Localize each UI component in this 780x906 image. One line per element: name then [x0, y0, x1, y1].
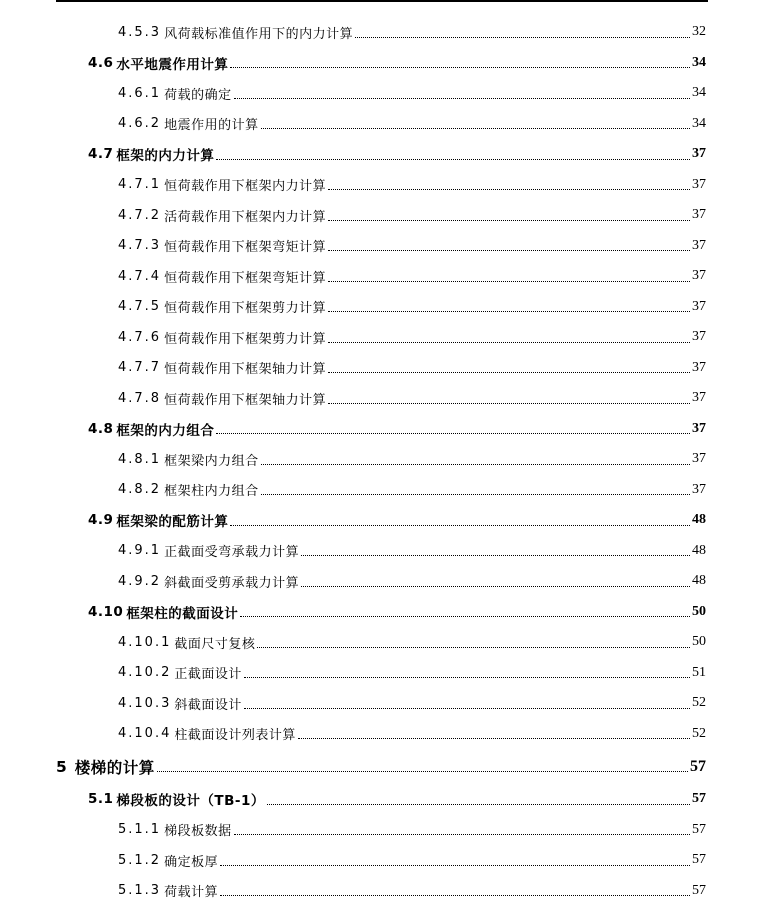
toc-entry-page: 52 [692, 695, 706, 711]
toc-entry[interactable] [0, 292, 780, 323]
toc-dot-leader [328, 403, 690, 404]
toc-entry-page: 37 [692, 299, 706, 315]
toc-entry-page: 37 [692, 390, 706, 406]
toc-entry-title: 水平地震作用计算 [116, 53, 228, 73]
toc-entry-title: 梯段板的设计（TB-1） [116, 789, 265, 809]
toc-entry-page: 37 [692, 238, 706, 254]
toc-entry-page: 32 [692, 24, 706, 40]
toc-entry[interactable] [0, 505, 780, 536]
toc-entry-number: 4.8.2 [118, 482, 161, 497]
toc-entry-page: 50 [692, 634, 706, 650]
toc-entry[interactable] [0, 475, 780, 506]
toc-entry-number: 5.1.2 [118, 853, 161, 868]
toc-dot-leader [328, 342, 690, 343]
toc-entry-title: 确定板厚 [164, 851, 218, 870]
toc-entry-title: 正截面设计 [174, 663, 242, 682]
toc-entry-page: 34 [692, 55, 706, 71]
toc-entry[interactable] [0, 322, 780, 353]
toc-entry-number: 4.10.4 [118, 726, 171, 741]
toc-dot-leader [216, 159, 690, 160]
toc-entry-page: 48 [692, 543, 706, 559]
toc-entry[interactable] [0, 78, 780, 109]
toc-entry-number: 5 [56, 758, 67, 776]
toc-dot-leader [234, 834, 690, 835]
table-of-contents [0, 17, 780, 906]
toc-dot-leader [261, 464, 690, 465]
toc-entry-title: 框架柱的截面设计 [126, 602, 238, 622]
toc-entry-number: 4.7 [88, 146, 113, 162]
toc-entry-title: 框架柱内力组合 [164, 480, 259, 499]
toc-entry[interactable] [0, 784, 780, 815]
toc-entry-number: 4.9.2 [118, 574, 161, 589]
toc-entry[interactable] [0, 719, 780, 750]
toc-entry-title: 柱截面设计列表计算 [174, 724, 296, 743]
toc-entry-title: 恒荷载作用下框架弯矩计算 [164, 267, 326, 286]
toc-entry-number: 4.6.1 [118, 86, 161, 101]
toc-entry-number: 4.7.1 [118, 177, 161, 192]
toc-dot-leader [234, 98, 690, 99]
toc-dot-leader [328, 281, 690, 282]
toc-entry-title: 斜截面设计 [174, 694, 242, 713]
toc-dot-leader [301, 555, 690, 556]
toc-entry-page: 37 [692, 451, 706, 467]
toc-entry-page: 51 [692, 665, 706, 681]
toc-entry-number: 4.10.1 [118, 635, 171, 650]
toc-dot-leader [220, 895, 690, 896]
toc-entry-title: 恒荷载作用下框架剪力计算 [164, 297, 326, 316]
toc-entry-page: 52 [692, 726, 706, 742]
toc-entry[interactable] [0, 815, 780, 846]
toc-entry-title: 活荷载作用下框架内力计算 [164, 206, 326, 225]
toc-entry[interactable] [0, 688, 780, 719]
toc-dot-leader [257, 647, 690, 648]
toc-entry[interactable] [0, 170, 780, 201]
toc-entry-number: 4.6.2 [118, 116, 161, 131]
toc-entry-page: 57 [692, 883, 706, 899]
toc-entry-page: 37 [692, 360, 706, 376]
toc-entry-title: 恒荷载作用下框架弯矩计算 [164, 236, 326, 255]
toc-entry-number: 4.7.6 [118, 330, 161, 345]
toc-entry[interactable] [0, 261, 780, 292]
toc-entry-number: 4.8 [88, 421, 113, 437]
top-rule [56, 0, 708, 2]
toc-entry-number: 5.1.3 [118, 883, 161, 898]
toc-entry-title: 荷载的确定 [164, 84, 232, 103]
toc-entry-number: 4.7.7 [118, 360, 161, 375]
toc-entry-title: 梯段板数据 [164, 820, 232, 839]
toc-entry-title: 楼梯的计算 [75, 756, 155, 778]
toc-entry-number: 4.10.2 [118, 665, 171, 680]
toc-entry-page: 34 [692, 116, 706, 132]
toc-dot-leader [328, 311, 690, 312]
toc-entry[interactable] [0, 353, 780, 384]
toc-entry-page: 50 [692, 604, 706, 620]
toc-entry-title: 恒荷载作用下框架剪力计算 [164, 328, 326, 347]
toc-entry-page: 37 [692, 268, 706, 284]
toc-entry-title: 恒荷载作用下框架轴力计算 [164, 358, 326, 377]
toc-dot-leader [328, 220, 690, 221]
toc-entry-page: 57 [692, 852, 706, 868]
toc-entry[interactable] [0, 749, 780, 784]
toc-entry-title: 截面尺寸复核 [174, 633, 255, 652]
toc-entry-number: 4.9 [88, 512, 113, 528]
toc-entry[interactable] [0, 876, 780, 906]
toc-dot-leader [230, 525, 690, 526]
toc-dot-leader [220, 865, 690, 866]
toc-entry[interactable] [0, 627, 780, 658]
toc-entry-number: 4.6 [88, 55, 113, 71]
toc-entry-title: 框架的内力计算 [116, 144, 214, 164]
toc-dot-leader [328, 189, 690, 190]
toc-dot-leader [298, 738, 690, 739]
toc-entry[interactable] [0, 383, 780, 414]
toc-entry-page: 48 [692, 512, 706, 528]
toc-entry-page: 34 [692, 85, 706, 101]
toc-entry-title: 恒荷载作用下框架内力计算 [164, 175, 326, 194]
toc-dot-leader [267, 804, 690, 805]
toc-dot-leader [157, 771, 688, 772]
toc-entry-number: 4.10 [88, 604, 123, 620]
toc-entry-number: 4.5.3 [118, 25, 161, 40]
toc-dot-leader [261, 128, 690, 129]
toc-dot-leader [240, 616, 690, 617]
toc-entry[interactable] [0, 658, 780, 689]
toc-dot-leader [216, 433, 690, 434]
toc-entry-page: 57 [692, 822, 706, 838]
toc-entry-number: 4.7.5 [118, 299, 161, 314]
toc-entry-page: 37 [692, 421, 706, 437]
toc-dot-leader [261, 494, 690, 495]
toc-entry-page: 37 [692, 329, 706, 345]
toc-entry-number: 4.10.3 [118, 696, 171, 711]
toc-entry-title: 荷载计算 [164, 881, 218, 900]
toc-entry[interactable] [0, 536, 780, 567]
toc-entry-page: 37 [692, 146, 706, 162]
toc-entry[interactable] [0, 566, 780, 597]
toc-entry-number: 4.7.2 [118, 208, 161, 223]
toc-dot-leader [355, 37, 690, 38]
toc-entry[interactable] [0, 845, 780, 876]
toc-entry-number: 4.7.4 [118, 269, 161, 284]
toc-entry-number: 4.8.1 [118, 452, 161, 467]
toc-entry-title: 斜截面受剪承载力计算 [164, 572, 299, 591]
toc-entry[interactable] [0, 48, 780, 79]
toc-dot-leader [301, 586, 690, 587]
toc-entry[interactable] [0, 597, 780, 628]
toc-entry-number: 4.7.3 [118, 238, 161, 253]
toc-entry-number: 5.1.1 [118, 822, 161, 837]
toc-entry-title: 地震作用的计算 [164, 114, 259, 133]
toc-dot-leader [328, 372, 690, 373]
toc-entry-number: 5.1 [88, 791, 113, 807]
toc-entry-page: 48 [692, 573, 706, 589]
toc-entry-page: 57 [690, 758, 706, 776]
toc-entry[interactable] [0, 109, 780, 140]
toc-entry-title: 恒荷载作用下框架轴力计算 [164, 389, 326, 408]
toc-entry-title: 正截面受弯承载力计算 [164, 541, 299, 560]
toc-entry-page: 37 [692, 177, 706, 193]
toc-entry[interactable] [0, 444, 780, 475]
toc-entry-title: 框架梁的配筋计算 [116, 510, 228, 530]
toc-entry[interactable] [0, 139, 780, 170]
toc-entry-page: 37 [692, 207, 706, 223]
toc-entry-number: 4.7.8 [118, 391, 161, 406]
toc-dot-leader [244, 708, 690, 709]
toc-entry[interactable] [0, 231, 780, 262]
toc-entry-title: 框架的内力组合 [116, 419, 214, 439]
toc-entry-page: 57 [692, 791, 706, 807]
toc-dot-leader [328, 250, 690, 251]
toc-entry[interactable] [0, 17, 780, 48]
toc-entry-title: 框架梁内力组合 [164, 450, 259, 469]
toc-dot-leader [244, 677, 690, 678]
toc-entry-number: 4.9.1 [118, 543, 161, 558]
toc-entry-title: 风荷载标准值作用下的内力计算 [164, 23, 353, 42]
toc-dot-leader [230, 67, 690, 68]
toc-entry-page: 37 [692, 482, 706, 498]
toc-entry[interactable] [0, 414, 780, 445]
toc-entry[interactable] [0, 200, 780, 231]
